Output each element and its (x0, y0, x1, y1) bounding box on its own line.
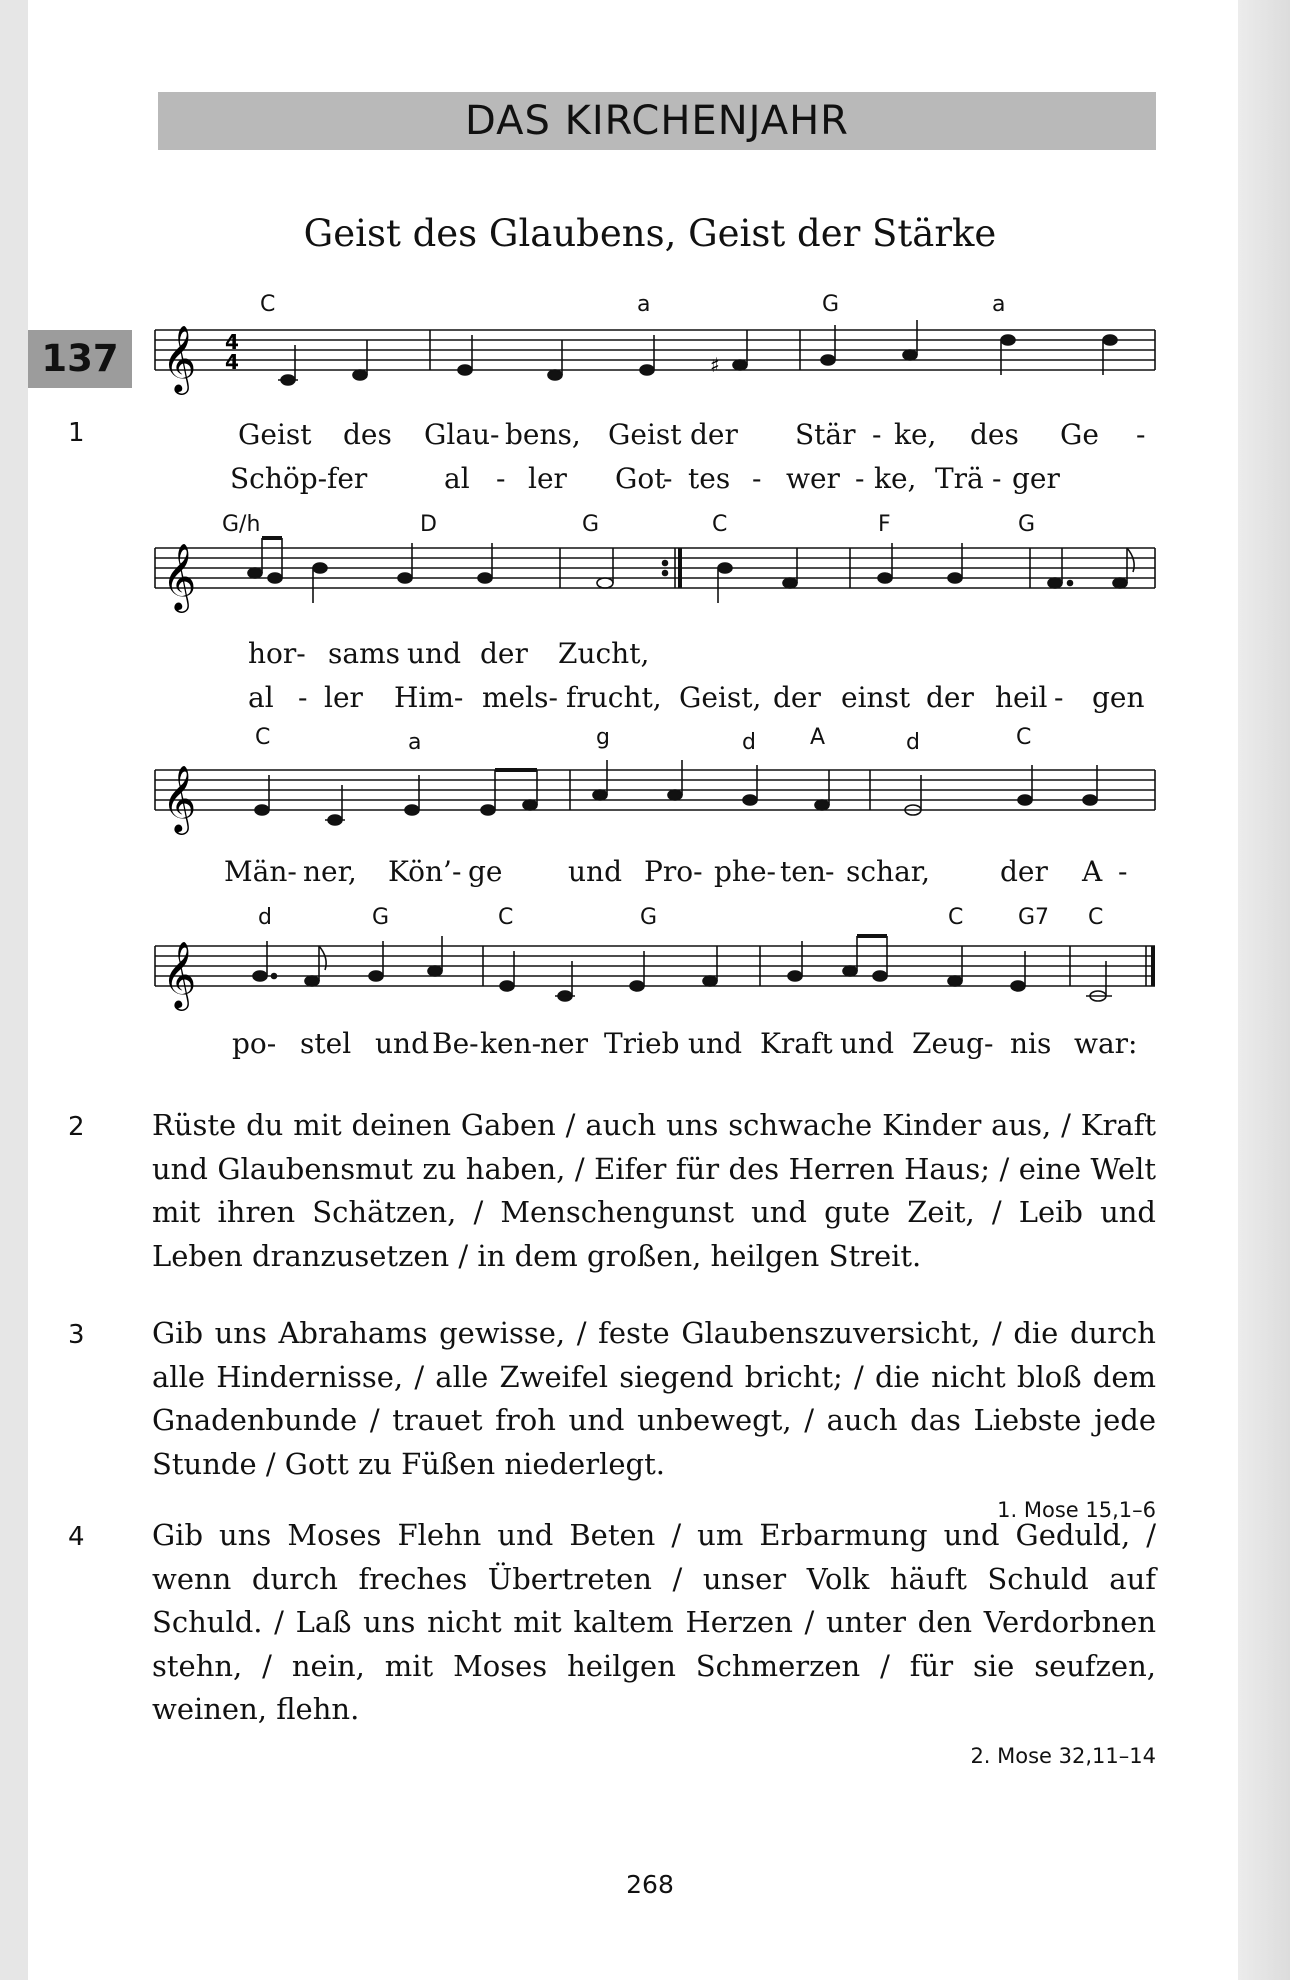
syllable: ge (468, 855, 503, 888)
syllable: war: (1074, 1027, 1138, 1060)
syllable: ner, (303, 855, 357, 888)
syllable: bens, (505, 418, 581, 451)
syllable: und (407, 637, 461, 670)
treble-clef-icon: 𝄞 (162, 764, 197, 832)
chord: C (498, 905, 514, 930)
music-staff (150, 740, 1160, 850)
syllable: der (1000, 855, 1048, 888)
syllable: Trieb (604, 1027, 680, 1060)
treble-clef-icon: 𝄞 (162, 542, 197, 610)
treble-clef-icon: 𝄞 (162, 940, 197, 1008)
stanza-text: Gib uns Abrahams gewisse, / feste Glaubenszuversicht, / die durch alle Hindernisse, / alle Zweifel siegend bricht; / die nicht bloß dem Gnadenbunde / trauet froh und unbewegt, / auch das Liebste jede Stunde / Gott zu Füßen niederlegt. (152, 1316, 1156, 1481)
time-sig-top: 4 (225, 330, 239, 354)
syllable: nis (1010, 1027, 1052, 1060)
syllable: der (690, 418, 738, 451)
syllable: wer (786, 462, 840, 495)
page-left-margin (0, 0, 28, 1980)
syllable: gen (1092, 681, 1145, 714)
syllable: - (752, 462, 762, 495)
chord: C (1016, 725, 1032, 750)
syllable: Him- (394, 681, 464, 714)
syllable: Ge (1060, 418, 1099, 451)
chord: a (992, 292, 1006, 317)
hymn-number-badge: 137 (28, 330, 132, 388)
syllable: mels- (482, 681, 558, 714)
syllable: A (1082, 855, 1103, 888)
syllable: frucht, (566, 681, 662, 714)
syllable: Geist, (679, 681, 762, 714)
music-staff (150, 300, 1160, 410)
chord: C (948, 905, 964, 930)
syllable: und (375, 1027, 429, 1060)
chord: d (742, 730, 756, 755)
chord: C (712, 512, 728, 537)
syllable: - (663, 462, 673, 495)
chord: C (1088, 905, 1104, 930)
verse-number: 1 (68, 418, 85, 448)
syllable: - (855, 462, 865, 495)
syllable: schar, (846, 855, 930, 888)
syllable: Geist (608, 418, 682, 451)
syllable: ke, (874, 462, 917, 495)
syllable: der (480, 637, 528, 670)
page-number: 268 (626, 1870, 674, 1899)
section-title: DAS KIRCHENJAHR (465, 98, 849, 144)
syllable: Glau- (424, 418, 500, 451)
chord: G (372, 905, 390, 930)
chord: G (822, 292, 840, 317)
chord: G (582, 512, 600, 537)
chord: G7 (1018, 905, 1050, 930)
syllable: Zucht, (558, 637, 650, 670)
syllable: Trä (935, 462, 984, 495)
music-staff (150, 518, 1160, 628)
syllable: sams (328, 637, 400, 670)
syllable: ler (528, 462, 567, 495)
syllable: der (773, 681, 821, 714)
verse-number: 2 (68, 1112, 85, 1142)
chord: A (810, 725, 826, 750)
chord: F (878, 512, 891, 537)
syllable: po- (232, 1027, 277, 1060)
syllable: hor- (248, 637, 306, 670)
stanza-2 (152, 1104, 1156, 1278)
syllable: des (970, 418, 1019, 451)
syllable: Geist (238, 418, 312, 451)
syllable: - (496, 462, 506, 495)
verse-number: 3 (68, 1320, 85, 1350)
syllable: - (298, 681, 308, 714)
syllable: Zeug- (912, 1027, 994, 1060)
syllable: al (248, 681, 274, 714)
syllable: und (568, 855, 622, 888)
chord: C (255, 725, 271, 750)
chord: d (906, 730, 920, 755)
syllable: des (343, 418, 392, 451)
chord: a (408, 730, 422, 755)
chord: C (260, 292, 276, 317)
syllable: Kraft (760, 1027, 833, 1060)
chord: D (420, 512, 437, 537)
scripture-reference: 1. Mose 15,1–6 (997, 1498, 1156, 1522)
syllable: ten (780, 855, 826, 888)
chord: G/h (222, 512, 261, 537)
syllable: al (444, 462, 470, 495)
syllable: phe- (714, 855, 776, 888)
scripture-reference: 2. Mose 32,11–14 (970, 1743, 1156, 1768)
chord: a (637, 292, 651, 317)
syllable: - (992, 462, 1002, 495)
stanza-text: Rüste du mit deinen Gaben / auch uns schwache Kinder aus, / Kraft und Glaubensmut zu haben, / Eifer für des Herren Haus; / eine Welt mit ihren Schätzen, / Menschengunst und gute Zeit, / Leib und Leben dranzusetzen / in dem großen, heilgen Streit. (152, 1108, 1156, 1273)
stanza-text: Gib uns Moses Flehn und Beten / um Erbarmung und Geduld, / wenn durch freches Übertreten / unser Volk häuft Schuld auf Schuld. / Laß uns nicht mit kaltem Herzen / unter den Verdorbnen stehn, / nein, mit Moses heilgen Schmerzen / für sie seufzen, weinen, flehn. (152, 1518, 1156, 1726)
sharp-icon: ♯ (710, 353, 720, 377)
syllable: - (1118, 855, 1128, 888)
treble-clef-icon: 𝄞 (162, 324, 197, 392)
song-title: Geist des Glaubens, Geist der Stärke (303, 212, 997, 255)
syllable: Kön’- (388, 855, 462, 888)
verse-number: 4 (68, 1522, 85, 1552)
syllable: und (688, 1027, 742, 1060)
music-staff (150, 916, 1160, 1026)
syllable: heil (995, 681, 1048, 714)
syllable: der (926, 681, 974, 714)
chord: g (596, 725, 610, 750)
syllable: und (840, 1027, 894, 1060)
syllable: - (1136, 418, 1146, 451)
syllable: - (1054, 681, 1064, 714)
stanza-4 (152, 1514, 1156, 1778)
syllable: Schöp- (230, 462, 328, 495)
syllable: ken- (480, 1027, 542, 1060)
syllable: Got (615, 462, 666, 495)
syllable: stel (300, 1027, 352, 1060)
syllable: Män- (224, 855, 297, 888)
syllable: Pro- (644, 855, 703, 888)
syllable: ner (540, 1027, 588, 1060)
syllable: fer (327, 462, 368, 495)
syllable: Stär (795, 418, 856, 451)
syllable: tes (688, 462, 731, 495)
chord: d (258, 905, 272, 930)
syllable: ger (1012, 462, 1060, 495)
time-sig-bottom: 4 (225, 350, 239, 374)
chord: G (1018, 512, 1036, 537)
syllable: ke, (894, 418, 937, 451)
syllable: - (872, 418, 882, 451)
page-right-edge (1238, 0, 1290, 1980)
syllable: ler (324, 681, 363, 714)
syllable: Be- (432, 1027, 479, 1060)
syllable: einst (841, 681, 911, 714)
stanza-3 (152, 1312, 1156, 1533)
syllable: - (825, 855, 835, 888)
chord: G (640, 905, 658, 930)
